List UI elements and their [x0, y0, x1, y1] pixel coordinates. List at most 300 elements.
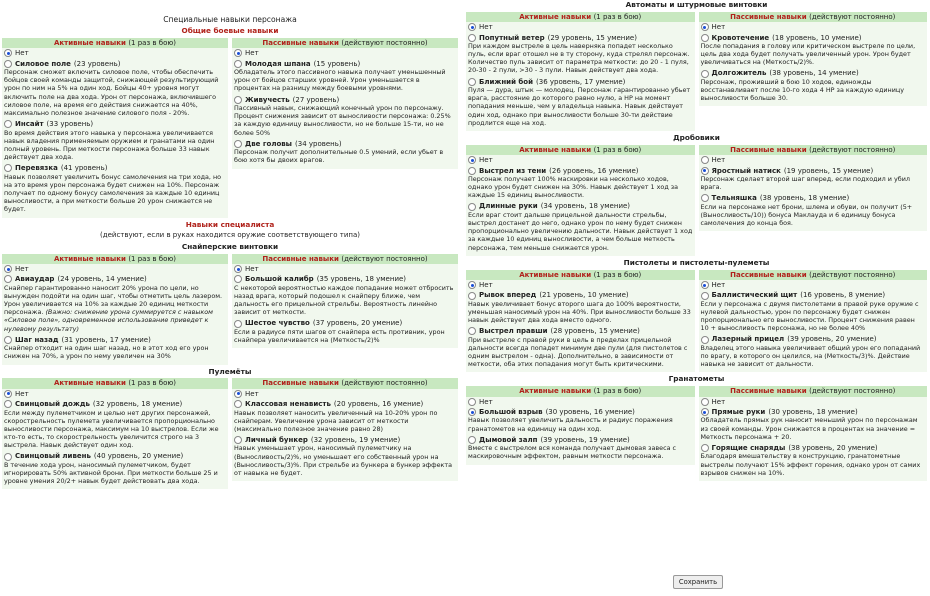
- assault-row: [466, 12, 927, 131]
- skill-title: [4, 60, 226, 68]
- skill-title: [234, 60, 456, 68]
- assault-active-header: Активные навыки (1 раз в бою): [466, 12, 695, 22]
- skill-title: [701, 444, 926, 452]
- skill-item[interactable]: [701, 444, 926, 477]
- skill-description-text: Персонаж получит дополнительные 0.5 умений, если убьет в бою хотя бы двоих врагов.: [234, 148, 444, 165]
- skill-list: [466, 22, 695, 131]
- skill-level: (16 уровень, 8 умение): [800, 291, 886, 300]
- radio-icon[interactable]: [234, 320, 242, 328]
- skill-name: Лазерный прицел: [711, 335, 785, 344]
- radio-icon[interactable]: [234, 436, 242, 444]
- radio-icon[interactable]: [4, 60, 12, 68]
- skill-list: [2, 264, 228, 365]
- skill-item[interactable]: [468, 408, 693, 433]
- grenade-row: [466, 386, 927, 481]
- skill-name: Яростный натиск: [711, 166, 781, 175]
- skill-item[interactable]: [4, 400, 226, 449]
- radio-icon[interactable]: [234, 49, 242, 57]
- radio-icon[interactable]: [234, 60, 242, 68]
- general-row: [2, 38, 458, 218]
- skill-description-text: После попадания в голову или критическом выстреле по цели, цель два хода будет получать увеличенный урон. Урон будет увеличиваться на (Меткость/2)%.: [700, 41, 916, 67]
- skill-title: [468, 327, 693, 335]
- skill-title: [234, 275, 456, 283]
- option-none-label: Нет: [15, 389, 29, 398]
- skill-description-text: Если на персонаже нет брони, шлема и обуви, он получит (5+(Выносливость/10)) бонуса Маклауда и 6 единицу бонуса самолечения до конца боя.: [700, 202, 913, 228]
- skill-title: [234, 400, 456, 408]
- option-none[interactable]: [4, 49, 226, 57]
- skill-level: (20 уровень, 16 умение): [333, 400, 424, 409]
- skill-title: [468, 291, 693, 299]
- skill-name: Долгожитель: [711, 69, 767, 78]
- skill-description-text: Пассивный навык, снижающий конечный урон по персонажу. Процент снижения зависит от выносливости персонажа: 0.25% за каждую единицу выносливости, но не больше 15-ти, но не более 50%: [234, 103, 451, 137]
- sniper-row: [2, 254, 458, 365]
- skill-title: [4, 400, 226, 408]
- radio-icon[interactable]: [234, 400, 242, 408]
- option-none-label: Нет: [479, 156, 493, 165]
- skill-item[interactable]: [468, 78, 693, 127]
- skill-description: [468, 416, 693, 432]
- grenade-heading: Гранатометы: [668, 374, 725, 384]
- option-none[interactable]: [701, 281, 926, 289]
- skill-level: (19 уровень, 15 умение): [783, 166, 874, 175]
- skill-level: (34 уровень, 18 умение): [540, 202, 631, 211]
- skill-title: [4, 120, 226, 128]
- skill-title: [234, 96, 456, 104]
- skill-level: (38 уровень, 18 умение): [759, 194, 850, 203]
- skill-level: (32 уровень, 19 умение): [310, 436, 401, 445]
- shotgun-row: [466, 145, 927, 256]
- radio-icon[interactable]: [468, 78, 476, 86]
- skill-description: [701, 344, 926, 369]
- grenade-active-header: Активные навыки (1 раз в бою): [466, 386, 695, 396]
- skill-item[interactable]: [4, 336, 226, 361]
- radio-icon[interactable]: [234, 96, 242, 104]
- general-passive-header: Пассивные навыки (действуют постоянно): [232, 38, 458, 48]
- radio-icon[interactable]: [468, 167, 476, 175]
- option-none[interactable]: [4, 390, 226, 398]
- skill-description-text: Снайпер гарантированно наносит 20% урона по цели, но вынужден подойти на один шаг, чтобы отметить цель лазером. Урон увеличивается на 10% за каждые 20 единиц меткости персонажа.: [4, 283, 223, 317]
- skill-description: [234, 68, 456, 93]
- skill-item[interactable]: [234, 319, 456, 344]
- skill-level: (26 уровень, 16 умение): [549, 166, 639, 175]
- shotgun-heading: Дробовики: [673, 133, 720, 142]
- skill-item[interactable]: [234, 96, 456, 137]
- page-title: Специальные навыки персонажа: [163, 15, 297, 24]
- skill-level: (35 уровень, 18 умение): [316, 275, 407, 284]
- radio-icon[interactable]: [4, 400, 12, 408]
- skill-description-text: Персонаж сделает второй шаг вперед, если подходил и убил врага.: [700, 174, 910, 192]
- skill-list: [466, 397, 695, 465]
- skill-item[interactable]: [234, 140, 456, 165]
- option-none[interactable]: [468, 23, 693, 31]
- skill-description-text: Навык позволяет увеличить дальность и радиус поражения гранатометов на единицу на один ход.: [468, 416, 673, 433]
- radio-icon[interactable]: [701, 194, 709, 202]
- skill-title: [468, 78, 693, 86]
- skill-name: Шаг назад: [15, 335, 59, 344]
- radio-icon[interactable]: [701, 398, 709, 406]
- skill-level: (33 уровень): [46, 120, 94, 129]
- skill-title: [468, 34, 693, 42]
- skill-title: [701, 194, 926, 202]
- skill-level: (40 уровень, 20 умение): [93, 452, 184, 461]
- skill-description-text: При каждом выстреле в цель наверняка попадет несколько пуль, если враг отошел не в ту сторону, куда стрелял персонаж. Количество пуль зависит от параметра меткости: до 20 - 1 пуля, 20-30 - 2 пули, >30 - 3 пули. Навык действует два хода.: [468, 41, 690, 75]
- skill-name: Прямые руки: [711, 407, 766, 416]
- skill-list: [232, 389, 458, 481]
- radio-icon[interactable]: [468, 292, 476, 300]
- skill-title: [4, 336, 226, 344]
- skill-description-text: Если между пулеметчиком и целью нет других персонажей, скорострельность пулемета увеличивается пропорционально выносливости персонажа, максимум на 10 выстрелов. Если же кто-то есть, то скорострельность увеличится строго на 3 выстрела. Навык действует один ход.: [4, 408, 219, 450]
- skill-name: Большой калибр: [245, 275, 314, 284]
- skill-item[interactable]: [234, 400, 456, 433]
- radio-icon[interactable]: [701, 167, 709, 175]
- radio-icon[interactable]: [468, 23, 476, 31]
- skill-item[interactable]: [4, 275, 226, 333]
- skill-name: Тельняшка: [711, 194, 757, 203]
- option-none[interactable]: [701, 23, 926, 31]
- skill-name: Две головы: [245, 139, 293, 148]
- skill-name: Свинцовый дождь: [15, 400, 90, 409]
- skill-description-text: Если враг стоит дальше прицельной дальности стрельбы, выстрел достанет до него, однако урон по нему будет снижен пропорционально увеличению дальности. Навык действует 1 ход за каждые 10 единиц выносливости, а чем больше меткость персонажа, тем меньше снижается урон.: [468, 210, 693, 252]
- skill-description: [4, 461, 226, 486]
- pistol-row: [466, 270, 927, 373]
- radio-icon[interactable]: [4, 453, 12, 461]
- general-heading: Общие боевые навыки: [181, 26, 279, 36]
- skill-description-text: Персонаж сможет включить силовое поле, чтобы обеспечить бойцов своей команды защитой, снижающей результирующий урон по ним на 5% на один ход. Бойцы 40+ уровня могут включить поле на два хода. Урон от персонажа, включившего силовое поле, на время его действия снижается на 40%, максимально полезное значение силового поля - 20%.: [4, 68, 219, 117]
- skill-description-text: С некоторой вероятностью каждое попадание может отбросить назад врага, который подошел к снайперу ближе, чем дальность его прицельной стрельбы. Вероятность линейно зависит от меткости.: [234, 283, 454, 317]
- skill-item[interactable]: [701, 167, 926, 192]
- skill-description: [468, 336, 693, 369]
- radio-icon[interactable]: [4, 275, 12, 283]
- option-none[interactable]: [701, 156, 926, 164]
- skill-level: (37 уровень, 20 умение): [312, 319, 403, 328]
- skill-description: [4, 344, 226, 360]
- radio-icon[interactable]: [234, 140, 242, 148]
- option-none-label: Нет: [15, 49, 29, 58]
- option-none-label: Нет: [711, 397, 726, 406]
- radio-icon[interactable]: [4, 390, 12, 398]
- skill-description-text: Владелец этого навыка увеличивает общий урон его попаданий по врагу, в которого он целился, на (Меткость/3)%. Действие навыка не зависит от дальности.: [700, 343, 921, 369]
- skill-name: Баллистический щит: [711, 291, 798, 300]
- skill-description: [4, 68, 226, 117]
- skill-name: Горящие снаряды: [711, 443, 786, 452]
- mg-heading: Пулемёты: [208, 366, 252, 376]
- radio-icon[interactable]: [4, 265, 12, 273]
- option-none-label: Нет: [15, 264, 29, 273]
- skill-level: (18 уровень, 10 умение): [772, 33, 862, 42]
- option-none[interactable]: [4, 265, 226, 273]
- skill-description-text: Навык увеличивает бонус второго шага до 100% вероятности, уменьшая наносимый урон на 40%. При выносливости больше 33 навык действует два хода вместо одного.: [468, 299, 691, 325]
- skill-name: Свинцовый ливень: [15, 452, 91, 461]
- skill-description-text: Навык позволяет увеличить бонус самолечения на три хода, но на это время урон персонажа будет снижен на 10%. Персонаж получает по одному бонусу самолечения за каждые 10 единиц выносливости, а при меткости больше 20 урон снижается не будет.: [4, 172, 222, 214]
- skill-level: (34 уровень): [295, 139, 342, 148]
- skill-title: [468, 408, 693, 416]
- skill-name: Авиаудар: [15, 275, 55, 284]
- shotgun-passive-header: Пассивные навыки (действуют постоянно): [699, 145, 928, 155]
- option-none[interactable]: [701, 398, 926, 406]
- specialist-heading: Навыки специалиста: [185, 219, 275, 229]
- skill-title: [701, 69, 926, 77]
- skill-item[interactable]: [234, 60, 456, 93]
- skill-list: [232, 264, 458, 348]
- skill-title: [701, 408, 926, 416]
- mg-row: [2, 378, 458, 489]
- assault-active-box: [466, 12, 695, 131]
- mg-passive-header: Пассивные навыки (действуют постоянно): [232, 378, 458, 388]
- skill-item[interactable]: [4, 60, 226, 118]
- radio-icon[interactable]: [701, 336, 709, 344]
- skill-item[interactable]: [701, 408, 926, 441]
- skill-list: [466, 155, 695, 256]
- skill-list: [466, 280, 695, 372]
- skill-title: [468, 167, 693, 175]
- skill-description-text: Вместе с выстрелом вся команда получает дымовая завеса с маскировочным эффектом, равным меткости персонажа.: [468, 444, 677, 461]
- skill-list: [699, 397, 928, 481]
- skill-description-text: В течение хода урон, наносимый пулеметчиком, будет игнорировать 50% активной брони. При меткости больше 25 и уровне умения 20/2+ навык будет действовать два хода.: [4, 460, 218, 486]
- skill-description-text: Снайпер отходит на один шаг назад, но в этот ход его урон снижен на 70%, а урон по нему увеличен на 30%: [4, 344, 209, 361]
- skill-item[interactable]: [468, 202, 693, 251]
- skill-item[interactable]: [468, 34, 693, 75]
- skill-description: [468, 300, 693, 325]
- radio-icon[interactable]: [468, 408, 476, 416]
- radio-icon[interactable]: [701, 156, 709, 164]
- radio-icon[interactable]: [468, 436, 476, 444]
- grenade-passive-box: [699, 386, 928, 481]
- skill-item[interactable]: [4, 120, 226, 161]
- general-passive-box: [232, 38, 458, 218]
- skill-list: [699, 155, 928, 231]
- skill-description: [4, 409, 226, 450]
- radio-icon[interactable]: [701, 23, 709, 31]
- option-none-label: Нет: [479, 397, 493, 406]
- skill-description: [4, 284, 226, 333]
- skill-level: (21 уровень, 10 умение): [539, 291, 629, 300]
- skill-description: [234, 444, 456, 477]
- skill-title: [4, 164, 226, 172]
- skill-description: [701, 300, 926, 333]
- skill-level: (38 уровень, 14 умение): [769, 69, 859, 78]
- skill-list: [699, 22, 928, 106]
- skill-name: Ближний бой: [479, 77, 534, 86]
- skill-item[interactable]: [4, 452, 226, 485]
- skill-name: Личный бункер: [245, 436, 308, 445]
- skill-description: [701, 203, 926, 228]
- option-none[interactable]: [468, 398, 693, 406]
- skill-level: (36 уровень, 17 умение): [536, 77, 626, 86]
- skill-list: [2, 389, 228, 490]
- sniper-passive-box: [232, 254, 458, 365]
- radio-icon[interactable]: [468, 398, 476, 406]
- skill-level: (15 уровень): [313, 59, 361, 68]
- radio-icon[interactable]: [468, 327, 476, 335]
- option-none[interactable]: [234, 49, 456, 57]
- radio-icon[interactable]: [234, 275, 242, 283]
- right-column: [466, 0, 927, 481]
- skill-description: [234, 284, 456, 317]
- shotgun-active-box: [466, 145, 695, 256]
- skill-title: [4, 275, 226, 283]
- radio-icon[interactable]: [468, 203, 476, 211]
- skill-level: (41 уровень): [60, 164, 108, 173]
- skill-name: Длинные руки: [479, 202, 538, 211]
- skill-name: Инсайт: [15, 120, 44, 129]
- general-active-box: [2, 38, 228, 218]
- skill-level: (38 уровень, 20 умение): [788, 443, 878, 452]
- skill-name: Живучесть: [245, 95, 290, 104]
- assault-passive-header: Пассивные навыки (действуют постоянно): [699, 12, 928, 22]
- radio-icon[interactable]: [701, 34, 709, 42]
- specialist-subtext: (действуют, если в руках находится оружие соответствующего типа): [100, 231, 360, 240]
- skill-description: [468, 42, 693, 75]
- skill-item[interactable]: [468, 167, 693, 200]
- skill-description-text: Если у персонажа с двумя пистолетами в правой руке оружие с нулевой дальностью, урон по персонажу будет снижен пропорционально его выносливости. Процент снижения равен 10 + выносливость персонажа, но не более 40%: [700, 299, 919, 333]
- radio-icon[interactable]: [701, 444, 709, 452]
- skill-description: [701, 78, 926, 103]
- option-none[interactable]: [468, 156, 693, 164]
- skill-title: [701, 167, 926, 175]
- pistol-heading: Пистолеты и пистолеты-пулеметы: [623, 257, 770, 267]
- assault-heading: Автоматы и штурмовые винтовки: [625, 0, 768, 9]
- skill-item[interactable]: [4, 164, 226, 213]
- mg-passive-box: [232, 378, 458, 489]
- radio-icon[interactable]: [468, 281, 476, 289]
- skill-name: Рывок вперед: [479, 291, 537, 300]
- skill-title: [4, 452, 226, 460]
- radio-icon[interactable]: [701, 292, 709, 300]
- skill-item[interactable]: [468, 291, 693, 324]
- option-none[interactable]: [234, 265, 456, 273]
- skill-item[interactable]: [234, 436, 456, 477]
- skill-description-text: Если в радиусе пяти шагов от снайпера есть противник, урон снайпера увеличивается на (Меткость/2)%: [234, 327, 445, 345]
- skill-title: [701, 34, 926, 42]
- skill-description-text: Персонаж, проживший в бою 10 ходов, единожды восстанавливает после 10-го хода 4 НР за каждую единицу выносливости больше 30.: [700, 77, 904, 103]
- skill-name: Кровотечение: [711, 33, 770, 42]
- skill-name: Молодая шпана: [245, 59, 311, 68]
- radio-icon[interactable]: [701, 70, 709, 78]
- shotgun-passive-box: [699, 145, 928, 256]
- skill-description: [4, 129, 226, 162]
- radio-icon[interactable]: [701, 408, 709, 416]
- radio-icon[interactable]: [234, 265, 242, 273]
- skill-level: (28 уровень, 15 умение): [550, 327, 640, 336]
- skill-description: [234, 104, 456, 137]
- skill-title: [468, 202, 693, 210]
- skill-description-text: Персонаж получает 100% маскировки на несколько ходов, однако урон будет снижен на 30%. Навык действует 1 ход за каждые 15 единиц выносливости.: [468, 174, 679, 200]
- skill-description: [234, 148, 456, 164]
- skill-name: Перевязка: [15, 164, 58, 173]
- skill-description: [4, 173, 226, 214]
- save-button[interactable]: Сохранить: [673, 575, 723, 589]
- pistol-active-header: Активные навыки (1 раз в бою): [466, 270, 695, 280]
- skill-name: Попутный ветер: [479, 33, 545, 42]
- radio-icon[interactable]: [4, 336, 12, 344]
- pistol-active-box: [466, 270, 695, 373]
- skill-title: [234, 319, 456, 327]
- skill-item[interactable]: [701, 34, 926, 67]
- skill-level: (31 уровень, 17 умение): [61, 335, 151, 344]
- skill-description: [234, 409, 456, 434]
- skill-description: [701, 452, 926, 477]
- radio-icon[interactable]: [701, 281, 709, 289]
- skill-description: [701, 175, 926, 191]
- skill-name: Шестое чувство: [245, 319, 310, 328]
- skill-item[interactable]: [468, 327, 693, 368]
- skill-note: (Важно: снижение урона суммируется с навыком «Силовое поле», одновременное использование приведет к нулевому результату): [4, 308, 213, 333]
- left-column: [2, 0, 458, 489]
- option-none-label: Нет: [479, 23, 493, 32]
- skill-description-text: Обладатель этого пассивного навыка получает уменьшенный урон от бойцов старших уровней. Урон уменьшается в процентах на разницу между боевыми уровнями.: [234, 68, 446, 93]
- option-none-label: Нет: [711, 156, 726, 165]
- radio-icon[interactable]: [468, 156, 476, 164]
- pistol-passive-box: [699, 270, 928, 373]
- skill-description: [468, 444, 693, 460]
- skill-description-text: При выстреле с правой руки в цель в пределах прицельной дальности всегда попадет минимум две пули (для пистолетов с одним выстрелом - одна). Дополнительно, в зависимости от меткости, оба этих попадания могут быть критическими.: [468, 335, 688, 369]
- skill-level: (30 уровень, 18 умение): [768, 407, 858, 416]
- skill-title: [234, 140, 456, 148]
- skill-level: (30 уровень, 16 умение): [545, 407, 635, 416]
- skill-description: [468, 86, 693, 127]
- option-none[interactable]: [234, 390, 456, 398]
- radio-icon[interactable]: [4, 120, 12, 128]
- option-none-label: Нет: [245, 264, 259, 273]
- pistol-passive-header: Пассивные навыки (действуют постоянно): [699, 270, 928, 280]
- option-none-label: Нет: [245, 389, 259, 398]
- skill-description-text: Благодаря вмешательству в конструкцию, гранатометные выстрелы получают 15% эффект горения, однако урон от самих взрывов снижен на 10%.: [700, 452, 921, 477]
- radio-icon[interactable]: [234, 390, 242, 398]
- shotgun-active-header: Активные навыки (1 раз в бою): [466, 145, 695, 155]
- grenade-active-box: [466, 386, 695, 481]
- sniper-active-box: [2, 254, 228, 365]
- skill-description: [234, 328, 456, 344]
- skill-name: Большой взрыв: [479, 407, 543, 416]
- skill-item[interactable]: [701, 194, 926, 227]
- option-none-label: Нет: [711, 23, 726, 32]
- skill-description: [701, 42, 926, 67]
- skill-item[interactable]: [234, 275, 456, 316]
- radio-icon[interactable]: [4, 49, 12, 57]
- skill-description-text: Во время действия этого навыка у персонажа увеличивается навык владения применяемым оружием и гранатами на один полный уровень. При меткости персонажа больше 33 навык действует два хода.: [4, 128, 215, 162]
- skill-item[interactable]: [701, 69, 926, 102]
- option-none[interactable]: [468, 281, 693, 289]
- skill-title: [468, 436, 693, 444]
- sniper-heading: Снайперские винтовки: [181, 241, 279, 251]
- skill-name: Дымовой залп: [479, 435, 538, 444]
- skill-name: Выстрел из тени: [479, 166, 547, 175]
- general-active-header: Активные навыки (1 раз в бою): [2, 38, 228, 48]
- skill-level: (32 уровень, 18 умение): [92, 400, 183, 409]
- sniper-passive-header: Пассивные навыки (действуют постоянно): [232, 254, 458, 264]
- skill-name: Классовая ненависть: [245, 400, 331, 409]
- skill-name: Выстрел правши: [479, 327, 548, 336]
- mg-active-box: [2, 378, 228, 489]
- skill-level: (27 уровень): [292, 95, 340, 104]
- option-none-label: Нет: [245, 49, 259, 58]
- skill-level: (24 уровень, 14 умение): [57, 275, 147, 284]
- skill-item[interactable]: [701, 291, 926, 332]
- radio-icon[interactable]: [468, 34, 476, 42]
- skill-name: Силовое поле: [15, 59, 71, 68]
- skill-description-text: Пуля — дура, штык — молодец. Персонаж гарантированно убьет врага, расстояние до которого равно нулю, а НР на момент попадания меньше, чем у владельца навыка. Навык действует один ход, однако при выносливости больше 30-ти действие продлится еще на ход.: [468, 86, 691, 127]
- assault-passive-box: [699, 12, 928, 131]
- skill-description-text: Обладатель прямых рук наносит меньший урон по персонажам из своей команды. Урон снижается в процентах на значение = Меткость персонажа + 20.: [700, 416, 918, 441]
- skill-item[interactable]: [701, 335, 926, 368]
- skill-level: (29 уровень, 15 умение): [547, 33, 637, 42]
- skill-title: [701, 291, 926, 299]
- radio-icon[interactable]: [4, 164, 12, 172]
- sniper-active-header: Активные навыки (1 раз в бою): [2, 254, 228, 264]
- skill-item[interactable]: [468, 436, 693, 461]
- skill-description: [468, 175, 693, 200]
- skill-title: [701, 335, 926, 343]
